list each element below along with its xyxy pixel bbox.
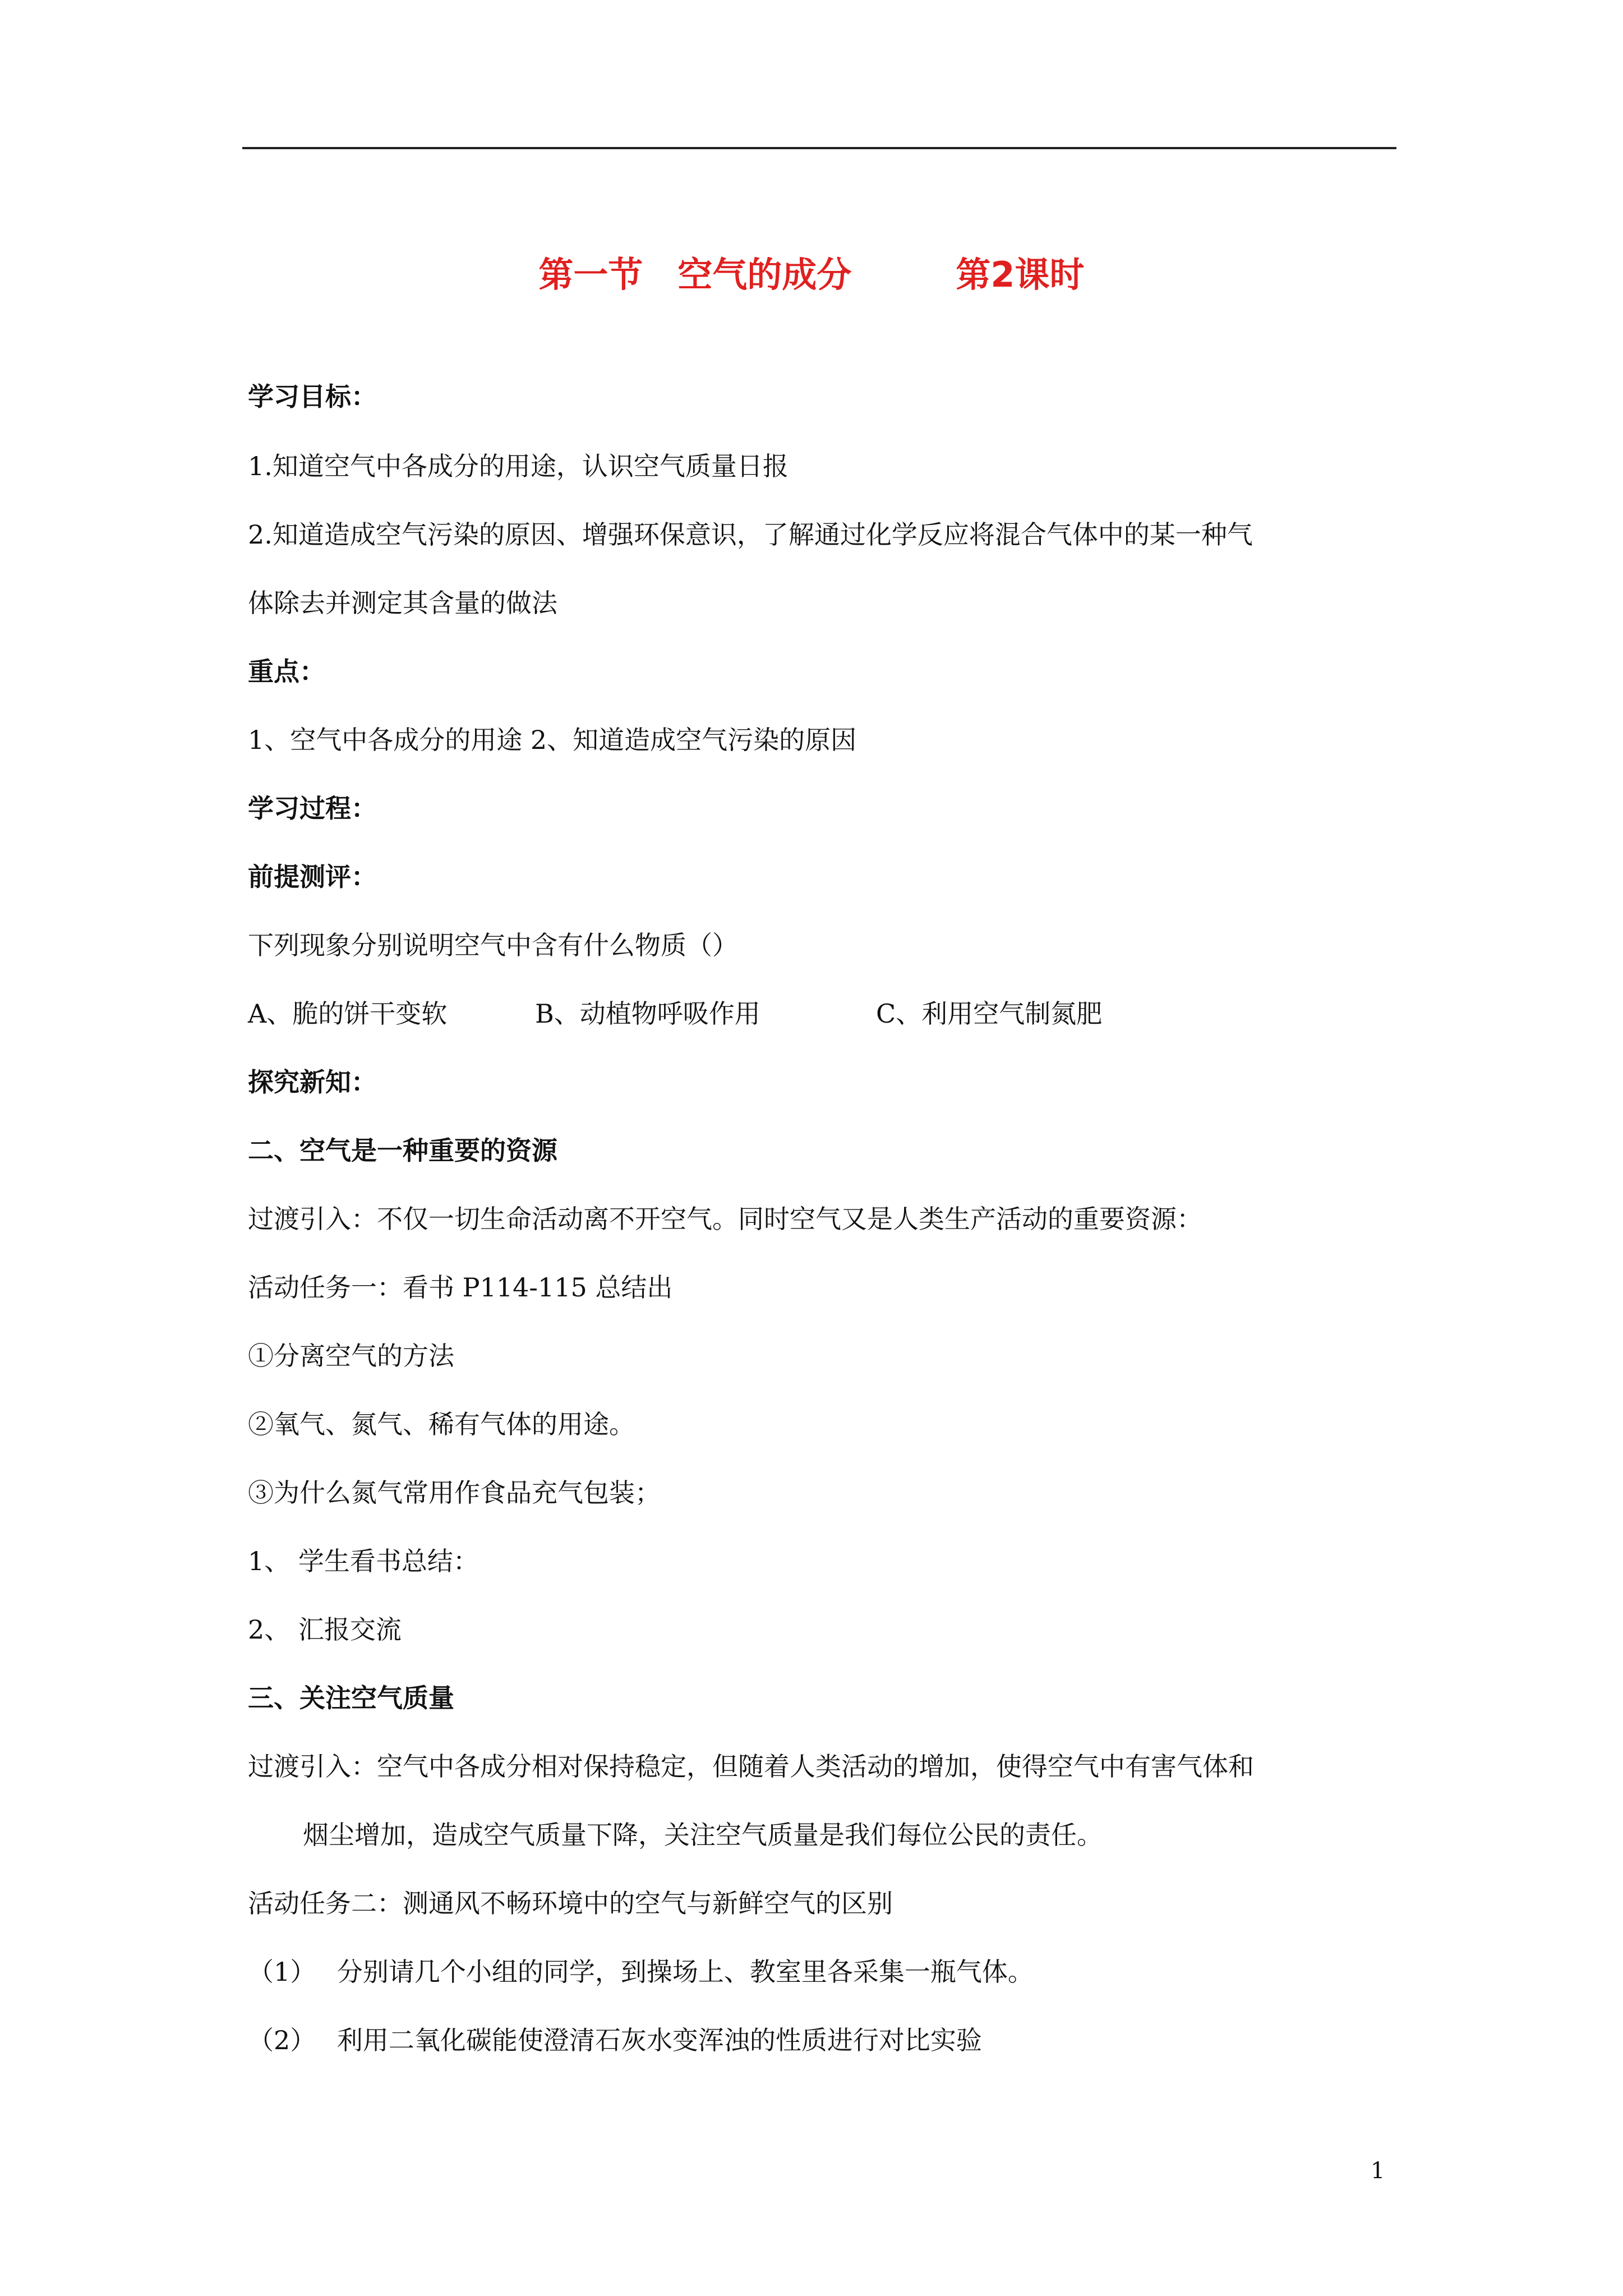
- header-rule: [242, 147, 1396, 149]
- explore-heading: 探究新知：: [248, 1067, 377, 1097]
- task-1-item-2: ②氧气、氮气、稀有气体的用途。: [248, 1409, 635, 1439]
- pretest-option-a: A、脆的饼干变软: [248, 999, 448, 1029]
- pretest-option-b: B、动植物呼吸作用: [535, 999, 760, 1029]
- objectives-heading: 学习目标：: [248, 381, 377, 412]
- process-heading: 学习过程：: [248, 793, 377, 823]
- page-title: 第一节 空气的成分 第2课时: [538, 254, 1085, 295]
- step-1: 1、 学生看书总结：: [248, 1546, 479, 1576]
- task-1-item-3: ③为什么氮气常用作食品充气包装；: [248, 1478, 661, 1508]
- page-number: 1: [1371, 2158, 1385, 2184]
- objective-2-line-2: 体除去并测定其含量的做法: [248, 588, 557, 618]
- task-1: 活动任务一：看书 P114-115 总结出: [248, 1272, 673, 1303]
- task-2-step-1: （1） 分别请几个小组的同学，到操场上、教室里各采集一瓶气体。: [248, 1957, 1034, 1987]
- task-1-item-1: ①分离空气的方法: [248, 1341, 454, 1371]
- section-2-heading: 二、空气是一种重要的资源: [248, 1135, 557, 1166]
- transition-2-line-1: 过渡引入：空气中各成分相对保持稳定，但随着人类活动的增加，使得空气中有害气体和: [248, 1751, 1254, 1782]
- objective-2-line-1: 2.知道造成空气污染的原因、增强环保意识，了解通过化学反应将混合气体中的某一种气: [248, 519, 1253, 550]
- transition-2-line-2: 烟尘增加，造成空气质量下降，关注空气质量是我们每位公民的责任。: [303, 1820, 1103, 1850]
- pretest-options: [248, 994, 1426, 1033]
- pretest-heading: 前提测评：: [248, 862, 377, 892]
- pretest-question: 下列现象分别说明空气中含有什么物质（）: [248, 930, 738, 960]
- step-2: 2、 汇报交流: [248, 1614, 402, 1645]
- pretest-option-c: C、利用空气制氮肥: [876, 999, 1103, 1029]
- key-points-text: 1、空气中各成分的用途 2、知道造成空气污染的原因: [248, 725, 857, 755]
- section-3-heading: 三、关注空气质量: [248, 1683, 454, 1713]
- task-2: 活动任务二：测通风不畅环境中的空气与新鲜空气的区别: [248, 1888, 893, 1918]
- key-points-heading: 重点：: [248, 656, 325, 687]
- task-2-step-2: （2） 利用二氧化碳能使澄清石灰水变浑浊的性质进行对比实验: [248, 2025, 982, 2055]
- transition-1: 过渡引入：不仅一切生命活动离不开空气。同时空气又是人类生产活动的重要资源：: [248, 1204, 1202, 1234]
- objective-1: 1.知道空气中各成分的用途，认识空气质量日报: [248, 451, 789, 481]
